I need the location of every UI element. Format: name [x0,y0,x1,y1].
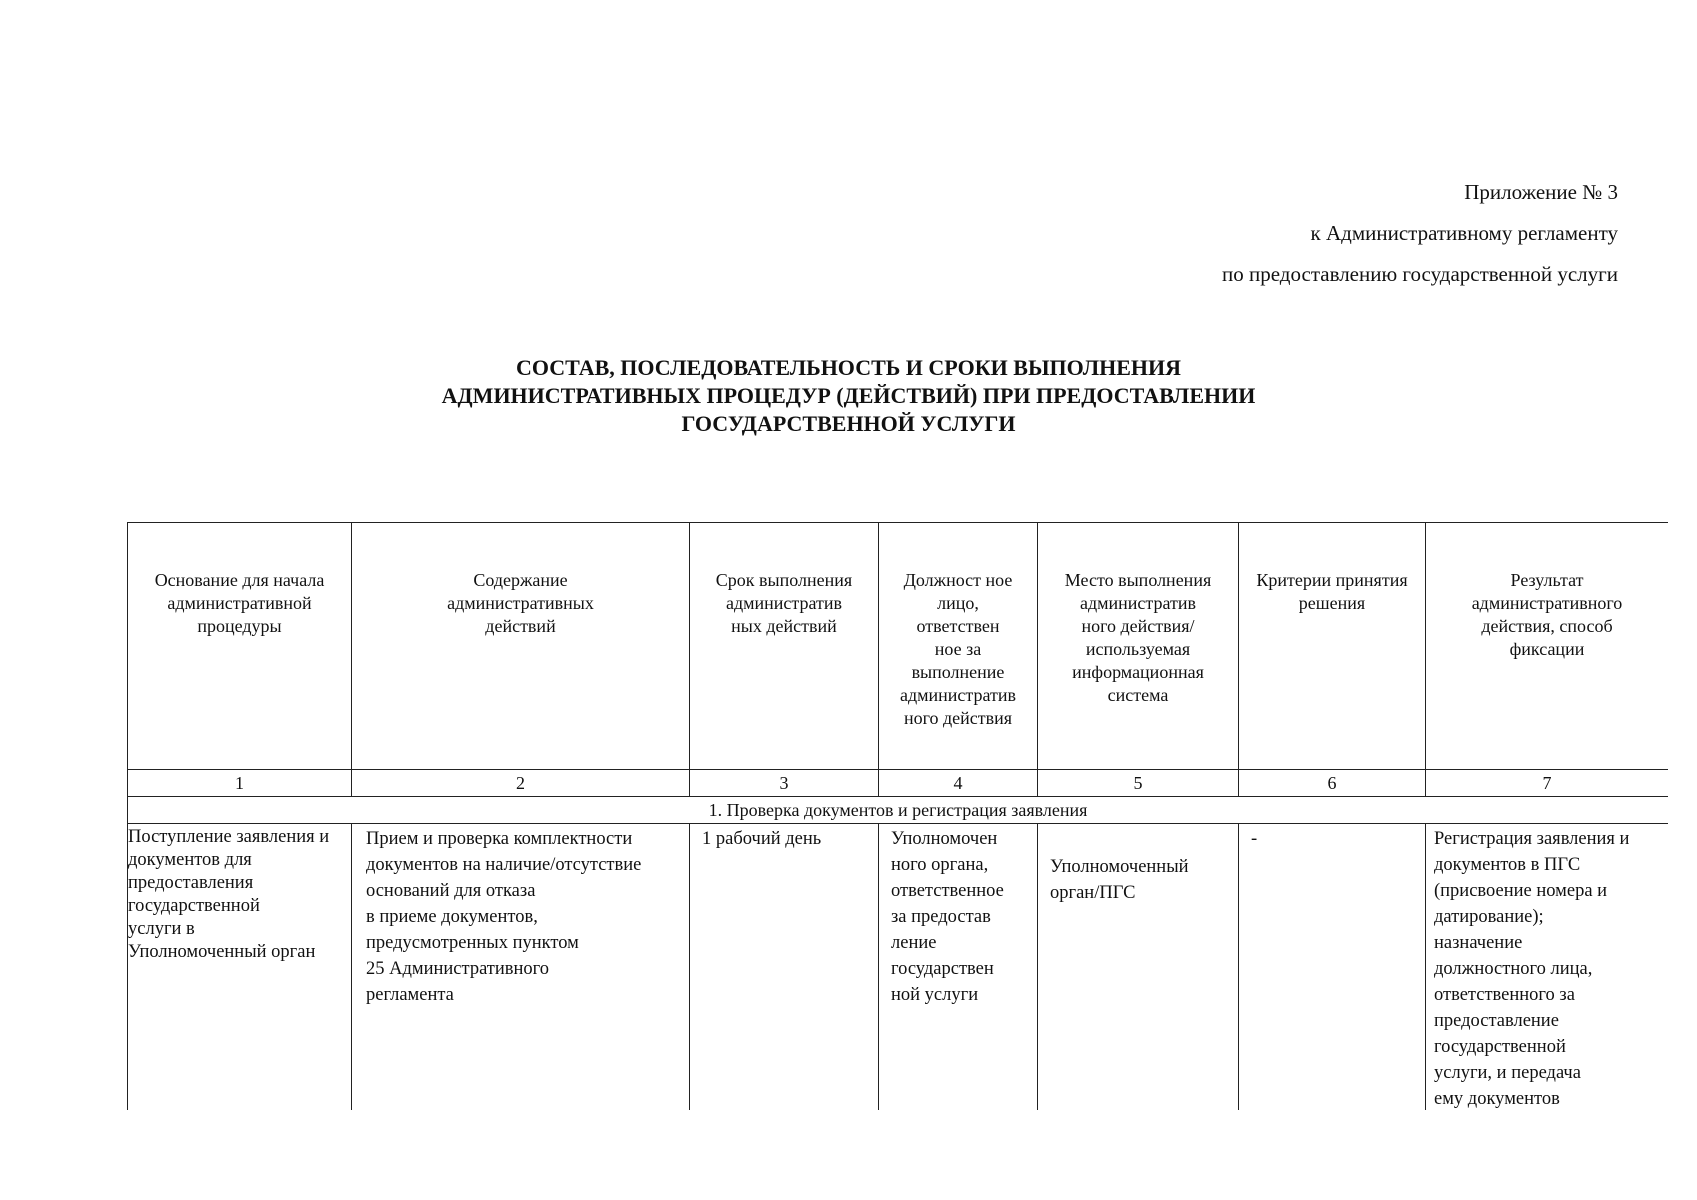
cell-text-line: лицо, [937,593,979,613]
cell-text-line: предоставления [128,873,254,893]
cell-text-line: Уполномоченный [1050,857,1189,877]
cell-text-line: в приеме документов, [366,907,538,927]
content-cell [352,824,690,1111]
column-header [1239,523,1426,770]
column-number: 1 [128,770,352,797]
cell-text-line: административных [447,593,594,613]
section-row [128,797,1669,824]
cell-text-line: регламента [366,985,454,1005]
appendix-number: Приложение № 3 [1464,180,1618,204]
cell-text-line: должностного лица, [1434,959,1593,979]
cell-text-line: Результат [1510,570,1584,590]
cell-text-line: Уполномочен [891,829,998,849]
cell-text-line: Прием и проверка комплектности [366,829,633,849]
cell-text-line: ной услуги [891,985,979,1005]
column-header [1426,523,1669,770]
cell-text-line: назначение [1434,933,1523,953]
cell-text-line: административ [1079,593,1197,613]
column-number: 4 [879,770,1038,797]
title-line-2: АДМИНИСТРАТИВНЫХ ПРОЦЕДУР (ДЕЙСТВИЙ) ПРИ ПРЕДОСТАВЛЕНИИ [441,383,1256,408]
criteria-cell [1239,824,1426,1111]
cell-text-line: предусмотренных пунктом [366,933,579,953]
appendix-subject: по предоставлению государственной услуги [1222,262,1618,286]
appendix-header [1222,172,1618,295]
appendix-reference: к Административному регламенту [1310,221,1618,245]
cell-text-line: 1 рабочий день [702,829,822,849]
cell-text-line: административного [1471,593,1623,613]
cell-text-line: датирование); [1434,907,1544,927]
header-row [128,523,1669,770]
column-header [1038,523,1239,770]
column-header [879,523,1038,770]
cell-text-line: государствен [891,959,994,979]
cell-text-line: орган/ПГС [1050,883,1136,903]
cell-text-line: административ [899,685,1017,705]
cell-text-line: услуги, и передача [1434,1063,1581,1083]
cell-text-line: ных действий [731,616,837,636]
column-header [128,523,352,770]
cell-text-line: решения [1298,593,1366,613]
cell-text-line: оснований для отказа [366,881,536,901]
cell-text-line: информационная [1072,662,1204,682]
cell-text-line: ему документов [1434,1089,1560,1109]
procedures-table-wrapper [127,522,1668,1110]
cell-text-line: Содержание [473,570,568,590]
cell-text-line: государственной [1434,1037,1566,1057]
cell-text-line: ответственное [891,881,1004,901]
title-line-1: СОСТАВ, ПОСЛЕДОВАТЕЛЬНОСТЬ И СРОКИ ВЫПОЛНЕНИЯ [516,355,1181,380]
table-row [128,824,1669,1111]
cell-text-line: ного органа, [891,855,989,875]
cell-text-line: ление [891,933,937,953]
location-cell [1038,824,1239,1111]
title-line-3: ГОСУДАРСТВЕННОЙ УСЛУГИ [681,411,1016,436]
cell-text-line: предоставление [1434,1011,1559,1031]
column-number: 7 [1426,770,1669,797]
cell-text-line: Основание для начала [154,570,325,590]
cell-text-line: 25 Административного [366,959,550,979]
cell-text-line: процедуры [197,616,282,636]
cell-text-line: государственной [128,896,260,916]
cell-text-line: - [1251,829,1258,849]
cell-text-line: за предостав [891,907,991,927]
cell-text-line: используемая [1085,639,1191,659]
cell-text-line: ответственного за [1434,985,1575,1005]
cell-text-line: ответствен [916,616,1000,636]
column-number: 6 [1239,770,1426,797]
cell-text-line: действий [485,616,556,636]
column-number: 3 [690,770,879,797]
cell-text-line: выполнение [911,662,1005,682]
procedures-table [127,522,1668,1110]
cell-text-line: административ [725,593,843,613]
cell-text-line: ное за [934,639,982,659]
cell-text-line: ного действия/ [1081,616,1195,636]
cell-text-line: Уполномоченный орган [128,942,316,962]
deadline-cell [690,824,879,1111]
cell-text-line: услуги в [128,919,195,939]
cell-text-line: (присвоение номера и [1434,881,1608,901]
column-header [352,523,690,770]
cell-text-line: система [1107,685,1169,705]
result-cell [1426,824,1669,1111]
cell-text-line: документов для [128,850,252,870]
column-number: 5 [1038,770,1239,797]
cell-text-line: действия, способ [1481,616,1613,636]
cell-text-line: документов в ПГС [1434,855,1581,875]
document-title [0,354,1697,438]
cell-text-line: документов на наличие/отсутствие [366,855,642,875]
cell-text-line: Поступление заявления и [128,827,330,847]
column-number: 2 [352,770,690,797]
basis-cell [128,824,352,1111]
cell-text-line: административной [167,593,312,613]
cell-text-line: Место выполнения [1064,570,1212,590]
cell-text-line: фиксации [1509,639,1585,659]
column-number-row [128,770,1669,797]
cell-text-line: ного действия [903,708,1013,728]
responsible-official-cell [879,824,1038,1111]
section-title: 1. Проверка документов и регистрация заявления [128,797,1669,824]
cell-text-line: Срок выполнения [715,570,853,590]
column-header [690,523,879,770]
cell-text-line: Регистрация заявления и [1434,829,1630,849]
cell-text-line: Критерии принятия [1256,570,1408,590]
cell-text-line: Должност ное [903,570,1013,590]
